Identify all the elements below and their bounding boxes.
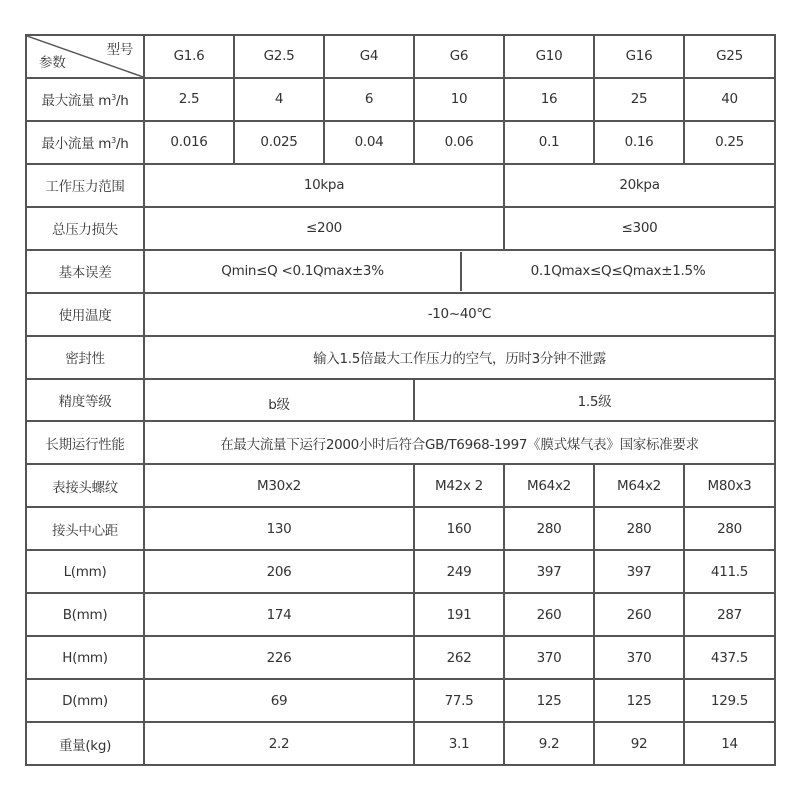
table-cell: 280 bbox=[594, 507, 684, 550]
table-cell: ≤300 bbox=[504, 207, 775, 250]
table-cell: ≤200 bbox=[144, 207, 504, 250]
model-header: G6 bbox=[414, 35, 504, 78]
table-cell: 191 bbox=[414, 593, 504, 636]
table-cell: M42x 2 bbox=[414, 464, 504, 507]
accuracy-b: b级 bbox=[268, 396, 290, 413]
l-row bbox=[26, 550, 775, 593]
model-header: G1.6 bbox=[144, 35, 234, 78]
model-header: G25 bbox=[684, 35, 775, 78]
table-cell: 249 bbox=[414, 550, 504, 593]
table-cell: 77.5 bbox=[414, 679, 504, 722]
table-cell: 129.5 bbox=[684, 679, 775, 722]
row-label: 工作压力范围 bbox=[26, 164, 144, 207]
accuracy-row bbox=[26, 379, 775, 422]
row-label: L(mm) bbox=[26, 550, 144, 593]
table-cell: 69 bbox=[144, 679, 414, 722]
table-cell: 92 bbox=[594, 722, 684, 765]
table-cell: 280 bbox=[504, 507, 594, 550]
error-low-range: Qmin≤Q <0.1Qmax±3% bbox=[145, 252, 462, 291]
table-cell: 2.2 bbox=[144, 722, 414, 765]
label-text: /h bbox=[115, 93, 129, 110]
h-row bbox=[26, 636, 775, 679]
table-cell: M80x3 bbox=[684, 464, 775, 507]
label-sup: 3 bbox=[111, 93, 116, 103]
row-label: 基本误差 bbox=[26, 250, 144, 293]
row-label bbox=[26, 78, 144, 121]
table-cell: 130 bbox=[144, 507, 414, 550]
table-cell: 0.25 bbox=[684, 121, 775, 164]
table-cell: 280 bbox=[684, 507, 775, 550]
row-label: D(mm) bbox=[26, 679, 144, 722]
table-cell: 16 bbox=[504, 78, 594, 121]
table-cell: 0.04 bbox=[324, 121, 414, 164]
basic-error-row bbox=[26, 250, 775, 293]
long-term-row bbox=[26, 421, 775, 464]
table-cell: M30x2 bbox=[144, 464, 414, 507]
pressure-loss-row bbox=[26, 207, 775, 250]
table-cell: 0.16 bbox=[594, 121, 684, 164]
row-label: B(mm) bbox=[26, 593, 144, 636]
label-sup: 3 bbox=[111, 136, 116, 146]
label-text: /h bbox=[115, 136, 129, 153]
table-cell: 1.5级 bbox=[414, 379, 775, 422]
table-cell: M64x2 bbox=[594, 464, 684, 507]
temperature-row bbox=[26, 293, 775, 336]
table-cell-split bbox=[144, 250, 775, 293]
model-header: G4 bbox=[324, 35, 414, 78]
table-cell: 14 bbox=[684, 722, 775, 765]
model-header: G10 bbox=[504, 35, 594, 78]
spec-table-container bbox=[25, 34, 774, 766]
weight-row bbox=[26, 722, 775, 765]
table-cell: 3.1 bbox=[414, 722, 504, 765]
d-row bbox=[26, 679, 775, 722]
table-cell: 20kpa bbox=[504, 164, 775, 207]
table-cell: 437.5 bbox=[684, 636, 775, 679]
model-header: G2.5 bbox=[234, 35, 324, 78]
table-cell: 4 bbox=[234, 78, 324, 121]
table-cell: 25 bbox=[594, 78, 684, 121]
thread-row bbox=[26, 464, 775, 507]
table-cell: 10 bbox=[414, 78, 504, 121]
row-label: 接头中心距 bbox=[26, 507, 144, 550]
row-label: 表接头螺纹 bbox=[26, 464, 144, 507]
table-cell: 262 bbox=[414, 636, 504, 679]
table-cell: 411.5 bbox=[684, 550, 775, 593]
row-label: H(mm) bbox=[26, 636, 144, 679]
table-cell: 0.025 bbox=[234, 121, 324, 164]
table-cell: 206 bbox=[144, 550, 414, 593]
table-cell: -10~40℃ bbox=[144, 293, 775, 336]
param-header-label: 参数 bbox=[39, 54, 66, 71]
table-cell: 输入1.5倍最大工作压力的空气，历时3分钟不泄露 bbox=[144, 336, 775, 379]
table-cell: 40 bbox=[684, 78, 775, 121]
table-cell: 260 bbox=[504, 593, 594, 636]
header-row bbox=[26, 35, 775, 78]
table-cell: 6 bbox=[324, 78, 414, 121]
row-label: 精度等级 bbox=[26, 379, 144, 422]
max-flow-row bbox=[26, 78, 775, 121]
center-distance-row bbox=[26, 507, 775, 550]
table-cell: 397 bbox=[594, 550, 684, 593]
b-row bbox=[26, 593, 775, 636]
error-high-range: 0.1Qmax≤Q≤Qmax±1.5% bbox=[530, 263, 706, 280]
min-flow-row bbox=[26, 121, 775, 164]
row-label bbox=[26, 121, 144, 164]
table-cell: 0.1 bbox=[504, 121, 594, 164]
table-cell: 125 bbox=[504, 679, 594, 722]
table-cell: 10kpa bbox=[144, 164, 504, 207]
table-cell: 160 bbox=[414, 507, 504, 550]
table-cell: 174 bbox=[144, 593, 414, 636]
table-cell: 125 bbox=[594, 679, 684, 722]
sealing-row bbox=[26, 336, 775, 379]
table-cell: 287 bbox=[684, 593, 775, 636]
work-pressure-row bbox=[26, 164, 775, 207]
table-cell: 370 bbox=[504, 636, 594, 679]
row-label: 使用温度 bbox=[26, 293, 144, 336]
table-cell: 260 bbox=[594, 593, 684, 636]
table-cell: 0.016 bbox=[144, 121, 234, 164]
table-cell: 在最大流量下运行2000小时后符合GB/T6968-1997《膜式煤气表》国家标准要求 bbox=[144, 421, 775, 464]
corner-cell bbox=[26, 35, 144, 78]
model-header-label: 型号 bbox=[106, 42, 133, 58]
row-label: 重量(kg) bbox=[26, 722, 144, 765]
model-header: G16 bbox=[594, 35, 684, 78]
label-text: 最小流量 m bbox=[41, 136, 112, 153]
row-label: 总压力损失 bbox=[26, 207, 144, 250]
table-cell: M64x2 bbox=[504, 464, 594, 507]
row-label: 长期运行性能 bbox=[26, 421, 144, 464]
table-cell: 226 bbox=[144, 636, 414, 679]
table-cell: 370 bbox=[594, 636, 684, 679]
table-cell: 9.2 bbox=[504, 722, 594, 765]
row-label: 密封性 bbox=[26, 336, 144, 379]
table-cell bbox=[144, 379, 414, 422]
gas-meter-spec-table bbox=[25, 34, 776, 766]
table-cell: 2.5 bbox=[144, 78, 234, 121]
label-text: 最大流量 m bbox=[41, 93, 112, 110]
table-cell: 397 bbox=[504, 550, 594, 593]
table-cell: 0.06 bbox=[414, 121, 504, 164]
